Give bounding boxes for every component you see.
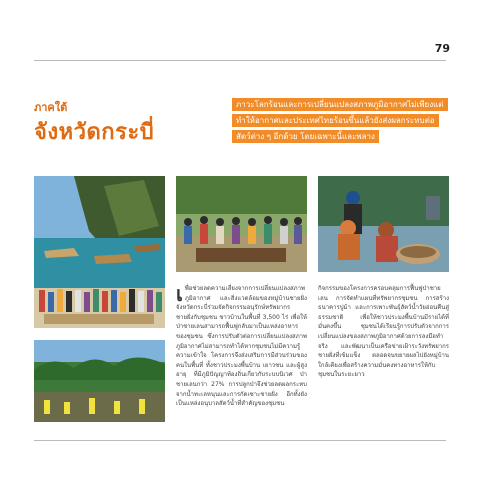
body-column-1 xyxy=(176,284,307,434)
photo-limestone-cliff-boats xyxy=(34,176,165,272)
header-rule xyxy=(34,60,446,61)
photo-villagers-with-baskets xyxy=(318,176,449,272)
body-text-column-1: พื่อช่วยลดความเสี่ยงจากการเปลี่ยนแปลงสภาพภูมิอากาศ และสิ่งแวดล้อมของหมู่บ้านชายฝั่ง จังหวัดกระบี่ร่วมจัดกิจกรรมอนุรักษ์ทรัพยากรชายฝั่งกับชุมชน ชาวบ้านในพื้นที่ 3,500 ไร่ เพื่อให้ป่าชายเลนสามารถฟื้นฟูกลับมาเป็นแหล่งอาหารของชุมชน ซึ่งการปรับตัวต่อการเปลี่ยนแปลงสภาพภูมิอากาศไม่สามารถทำได้หากชุมชนไม่มีความรู้ความเข้าใจ โครงการจึงส่งเสริมการมีส่วนร่วมของคนในพื้นที่ ทั้งชาวประมงพื้นบ้าน เยาวชน และผู้สูงอายุ ที่มีภูมิปัญญาท้องถิ่นเกี่ยวกับระบบนิเวศ ป่าชายเลนกว่า 27% การปลูกป่าจึงช่วยลดผลกระทบจากน้ำทะเลหนุนและการกัดเซาะชายฝั่ง อีกทั้งยังเป็นแหล่งอนุบาลสัตว์น้ำที่สำคัญของชุมชน xyxy=(176,285,307,408)
photo-group-workshop xyxy=(176,176,307,272)
body-text-column-2: กิจกรรมของโครงการครอบคลุมการฟื้นฟูป่าชายเลน การจัดทำแผนที่ทรัพยากรชุมชน การสร้างธนาคารปูม้า และการเพาะพันธุ์สัตว์น้ำวัยอ่อนคืนสู่ธรรมชาติ เพื่อให้ชาวประมงพื้นบ้านมีรายได้ที่มั่นคงขึ้น ชุมชนได้เรียนรู้การปรับตัวจากการเปลี่ยนแปลงของสภาพภูมิอากาศด้วยการลงมือทำจริง และพัฒนาเป็นเครือข่ายเฝ้าระวังทรัพยากรชายฝั่งที่เข้มแข็ง ตลอดจนขยายผลไปยังหมู่บ้านใกล้เคียงเพื่อสร้างความมั่นคงทางอาหารให้กับชุมชนในระยะยาว xyxy=(318,285,449,379)
body-column-2 xyxy=(318,284,449,434)
tagline-line-3: สัตว์ต่าง ๆ อีกด้วย โดยเฉพาะนี้และพลาง xyxy=(232,130,379,143)
province-title: จังหวัดกระบี่ xyxy=(34,120,155,145)
tagline-line-2: ทำให้อากาศและประเทศไทยร้อนขึ้นแล้วยังส่งผลกระทบต่อ xyxy=(232,114,439,127)
footer-rule xyxy=(34,440,446,441)
drop-cap: เ xyxy=(176,282,183,306)
photo-mangrove-planting xyxy=(34,340,165,422)
tagline-line-1: ภาวะโลกร้อนและการเปลี่ยนแปลงสภาพภูมิอากาศไม่เพียงแต่ xyxy=(232,98,448,111)
photo-group-on-beach xyxy=(34,272,165,328)
page-number: 79 xyxy=(434,42,450,55)
region-label: ภาคใต้ xyxy=(34,101,68,114)
